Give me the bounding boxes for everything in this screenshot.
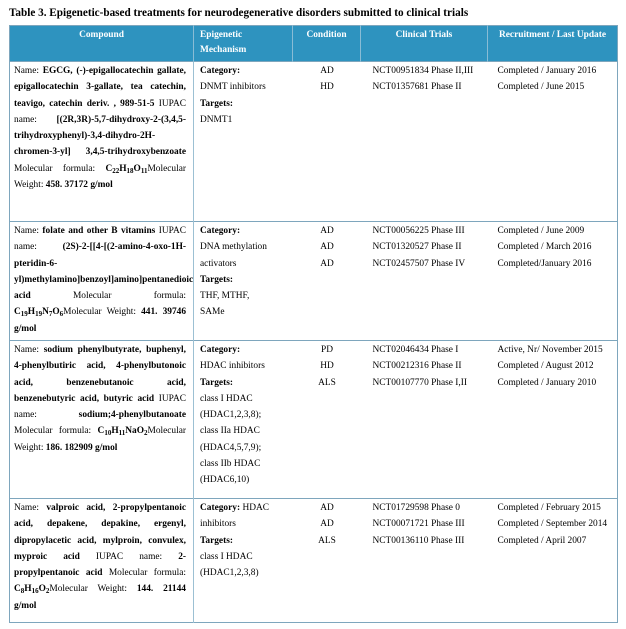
molecular-formula	[98, 426, 148, 436]
recruitment-cell	[488, 222, 618, 341]
target-value: class IIb HDAC	[200, 459, 261, 470]
header-recruitment: Recruitment / Last Update	[488, 26, 618, 62]
condition-value: HD	[320, 82, 334, 93]
formula-part: C	[97, 426, 105, 437]
formula-part: H	[24, 584, 32, 595]
compound-name: sodium phenylbutyrate, buphenyl, 4-phenylbutiric acid, 4-phenylbutonoic acid, benzenebutanoic acid, benzenebutyric acid, butyric acid	[14, 345, 186, 404]
category-value: HDAC inhibitors	[200, 361, 265, 372]
name-label: Name:	[14, 226, 39, 236]
condition-value: HD	[320, 361, 334, 372]
formula-part: C	[105, 163, 113, 174]
formula-part: H	[111, 426, 119, 437]
condition-cell	[293, 62, 361, 222]
targets-label: Targets:	[200, 274, 233, 285]
molecular-formula	[105, 164, 147, 174]
recruitment-status: Completed / August 2012	[497, 361, 594, 372]
targets-label: Targets:	[200, 98, 233, 109]
mechanism-cell	[194, 341, 293, 499]
formula-part: 2	[45, 587, 50, 596]
formula-part: 19	[35, 310, 43, 319]
compound-name: folate and other B vitamins	[42, 226, 156, 236]
weight-label: Molecular Weight:	[14, 426, 187, 453]
iupac-name: [(2R,3R)-5,7-dihydroxy-2-(3,4,5-trihydroxyphenyl)-3,4-dihydro-2H-chromen-3-yl] 3,4,5-trihydroxybenzoate	[14, 114, 186, 158]
weight-label: Molecular Weight:	[14, 163, 186, 191]
table-caption: Table 3. Epigenetic-based treatments for neurodegenerative disorders submitted to clinical trials	[9, 7, 469, 19]
molecular-weight: 458. 37172 g/mol	[45, 180, 113, 191]
trial-id: NCT00212316 Phase II	[372, 361, 462, 372]
category-value: inhibitors	[200, 519, 236, 530]
condition-cell	[293, 499, 361, 623]
trial-id: NCT01729598 Phase 0	[372, 503, 460, 513]
formula-part: 11	[140, 166, 148, 175]
recruitment-status: Completed / January 2010	[497, 377, 597, 388]
molecular-weight: 186. 182909 g/mol	[45, 442, 118, 453]
recruitment-status: Completed / January 2016	[497, 66, 597, 76]
compound-cell	[10, 341, 194, 499]
header-mechanism-line: Epigenetic	[200, 30, 243, 40]
compound-cell	[10, 222, 194, 341]
treatments-table	[9, 25, 618, 623]
condition-value: AD	[320, 503, 334, 513]
trial-id: NCT00951834 Phase II,III	[372, 66, 474, 76]
formula-label: Molecular formula:	[108, 568, 186, 579]
condition-value: AD	[320, 226, 334, 236]
name-label: Name:	[14, 503, 39, 513]
category-value: DNMT inhibitors	[200, 82, 266, 93]
trial-id: NCT02046434 Phase I	[372, 345, 459, 355]
recruitment-cell	[488, 499, 618, 623]
trial-id: NCT00107770 Phase I,II	[372, 377, 468, 388]
formula-part: O	[38, 584, 46, 595]
recruitment-status: Completed / September 2014	[497, 519, 608, 530]
target-value: (HDAC1,2,3,8)	[200, 568, 259, 579]
target-value: DNMT1	[200, 114, 233, 125]
trials-cell	[361, 222, 488, 341]
recruitment-status: Completed/January 2016	[497, 258, 592, 269]
formula-part: 7	[48, 310, 53, 319]
target-value: (HDAC1,2,3,8);	[200, 410, 262, 421]
target-value: THF, MTHF,	[200, 291, 250, 302]
iupac-label: IUPAC name:	[14, 393, 186, 421]
condition-value: AD	[320, 258, 334, 269]
recruitment-status: Completed / April 2007	[497, 535, 587, 546]
weight-label: Molecular Weight:	[63, 307, 137, 318]
category-value: activators	[200, 258, 237, 269]
category-label: Category:	[200, 226, 241, 236]
header-mechanism	[194, 26, 293, 62]
formula-part: H	[27, 307, 36, 318]
formula-part: NaO	[125, 426, 144, 437]
formula-part: 10	[104, 429, 112, 438]
trial-id: NCT00071721 Phase III	[372, 519, 465, 530]
header-condition: Condition	[293, 26, 361, 62]
trial-id: NCT02457507 Phase IV	[372, 258, 466, 269]
formula-part: 11	[118, 429, 126, 438]
category-value: HDAC	[242, 503, 270, 513]
targets-label: Targets:	[200, 535, 233, 546]
iupac-label: IUPAC name:	[95, 551, 163, 562]
compound-name: valproic acid, 2-propylpentanoic acid, depakene, depakine, ergenyl, dipropylacetic acid, mylproin, convulex, myproic acid	[14, 503, 186, 562]
condition-cell	[293, 222, 361, 341]
formula-label: Molecular formula:	[72, 291, 187, 302]
condition-cell	[293, 341, 361, 499]
condition-value: ALS	[318, 535, 336, 546]
recruitment-status: Active, Nr/ November 2015	[497, 345, 603, 355]
mechanism-line	[200, 500, 290, 516]
trials-cell	[361, 499, 488, 623]
molecular-weight: 144. 21144 g/mol	[14, 584, 186, 611]
targets-label: Targets:	[200, 377, 233, 388]
formula-part: 19	[20, 310, 28, 319]
target-value: SAMe	[200, 307, 225, 318]
header-mechanism-line: Mechanism	[200, 44, 247, 55]
trial-id: NCT00056225 Phase III	[372, 226, 465, 236]
target-value: class I HDAC	[200, 393, 253, 404]
trials-cell	[361, 341, 488, 499]
table-row	[10, 62, 618, 222]
formula-part: O	[52, 307, 60, 318]
formula-part: 18	[126, 166, 134, 175]
recruitment-status: Completed / June 2009	[497, 226, 585, 236]
iupac-name: sodium;4-phenylbutanoate	[78, 410, 186, 421]
mechanism-cell	[194, 62, 293, 222]
formula-label: Molecular formula:	[14, 163, 96, 174]
molecular-formula	[14, 307, 63, 317]
table-row	[10, 499, 618, 623]
molecular-formula	[14, 584, 49, 594]
condition-value: AD	[320, 242, 334, 253]
iupac-label: IUPAC name:	[14, 226, 187, 253]
iupac-label: IUPAC name:	[14, 98, 186, 125]
header-row	[10, 26, 618, 62]
formula-part: 8	[20, 587, 25, 596]
formula-part: H	[119, 163, 127, 174]
target-value: class IIa HDAC	[200, 426, 260, 437]
name-label: Name:	[14, 66, 39, 76]
iupac-name: 2-propylpentanoic acid	[14, 551, 186, 579]
iupac-name: (2S)-2-[[4-[(2-amino-4-oxo-1H-pteridin-6-yl)methylamino]benzoyl]amino]pentanedioic acid	[14, 242, 194, 302]
category-label: Category:	[200, 66, 241, 76]
compound-cell	[10, 62, 194, 222]
table-row	[10, 222, 618, 341]
formula-part: 2	[143, 429, 148, 438]
formula-part: O	[133, 163, 141, 174]
category-value: DNA methylation	[200, 242, 267, 253]
molecular-weight: 441. 39746 g/mol	[14, 307, 186, 334]
formula-part: N	[42, 307, 49, 318]
compound-cell	[10, 499, 194, 623]
formula-label: Molecular formula:	[14, 426, 92, 437]
formula-part: 16	[31, 587, 39, 596]
recruitment-status: Completed / February 2015	[497, 503, 601, 513]
header-compound: Compound	[10, 26, 194, 62]
weight-label: Molecular Weight:	[49, 584, 128, 595]
mechanism-cell	[194, 499, 293, 623]
mechanism-cell	[194, 222, 293, 341]
recruitment-status: Completed / June 2015	[497, 82, 585, 93]
target-value: class I HDAC	[200, 551, 253, 562]
category-label: Category:	[200, 503, 241, 513]
header-trials: Clinical Trials	[361, 26, 488, 62]
trials-cell	[361, 62, 488, 222]
condition-value: AD	[320, 519, 334, 530]
formula-part: C	[14, 584, 21, 595]
table-row	[10, 341, 618, 499]
condition-value: ALS	[318, 377, 336, 388]
compound-name: EGCG, (-)-epigallocatechin gallate, epigallocatechin 3-gallate, tea catechin, teavigo, catechin deriv. , 989-51-5	[14, 66, 187, 109]
trial-id: NCT01320527 Phase II	[372, 242, 462, 253]
trial-id: NCT00136110 Phase III	[372, 535, 465, 546]
trial-id: NCT01357681 Phase II	[372, 82, 462, 93]
recruitment-cell	[488, 341, 618, 499]
target-value: (HDAC6,10)	[200, 475, 250, 486]
target-value: (HDAC4,5,7,9);	[200, 442, 262, 453]
condition-value: AD	[320, 66, 334, 76]
condition-value: PD	[321, 345, 333, 355]
formula-part: C	[14, 307, 21, 318]
recruitment-cell	[488, 62, 618, 222]
category-label: Category:	[200, 345, 241, 355]
name-label: Name:	[14, 345, 39, 355]
formula-part: 6	[59, 310, 64, 319]
formula-part: 22	[112, 166, 120, 175]
recruitment-status: Completed / March 2016	[497, 242, 592, 253]
